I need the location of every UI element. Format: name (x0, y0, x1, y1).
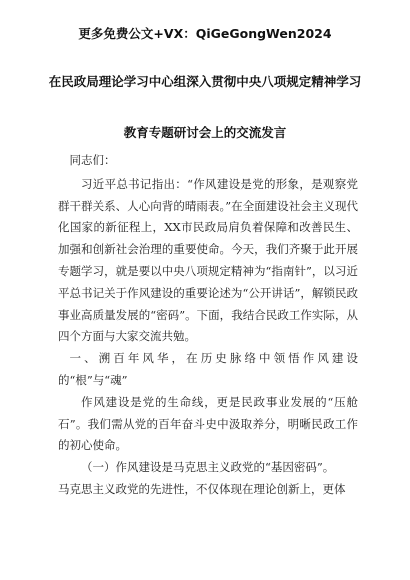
promo-banner: 更多免费公文+VX：QiGeGongWen2024 (78, 26, 332, 41)
document-title-line-2: 教育专题研讨会上的交流发言 (123, 125, 287, 140)
document-body (58, 150, 358, 501)
salutation: 同志们： (69, 153, 116, 167)
paragraph-subsection-1: 马克思主义政党的先进性，不仅体现在理论创新上，更体 (58, 481, 346, 496)
paragraph-section-1: 作风建设是党的生命线，更是民政事业发展的“压舱石”。我们需从党的百年奋斗史中汲取养分，明晰民政工作的初心使命。 (58, 394, 358, 453)
document-title-line-1: 在民政局理论学习中心组深入贯彻中央八项规定精神学习 (48, 74, 362, 89)
section-heading-1: 一、溯百年风华，在历史脉络中领悟作风建设的“根”与“魂” (58, 351, 358, 387)
subsection-heading-1: （一）作风建设是马克思主义政党的“基因密码”。 (81, 460, 335, 475)
paragraph-intro: 习近平总书记指出：“作风建设是党的形象，是观察党群干群关系、人心向背的晴雨表。”在全面建设社会主义现代化国家的新征程上，XX市民政局肩负着保障和改善民生、加强和创新社会治理的重要使命。今天，我们齐聚于此开展专题学习，就是要以中央八项规定精神为“指南针”，以习近平总书记关于作风建设的重要论述为“公开讲话”，解锁民政事业高质量发展的“密码”。下面，我结合民政工作实际，从四个方面与大家交流共勉。 (58, 176, 358, 344)
